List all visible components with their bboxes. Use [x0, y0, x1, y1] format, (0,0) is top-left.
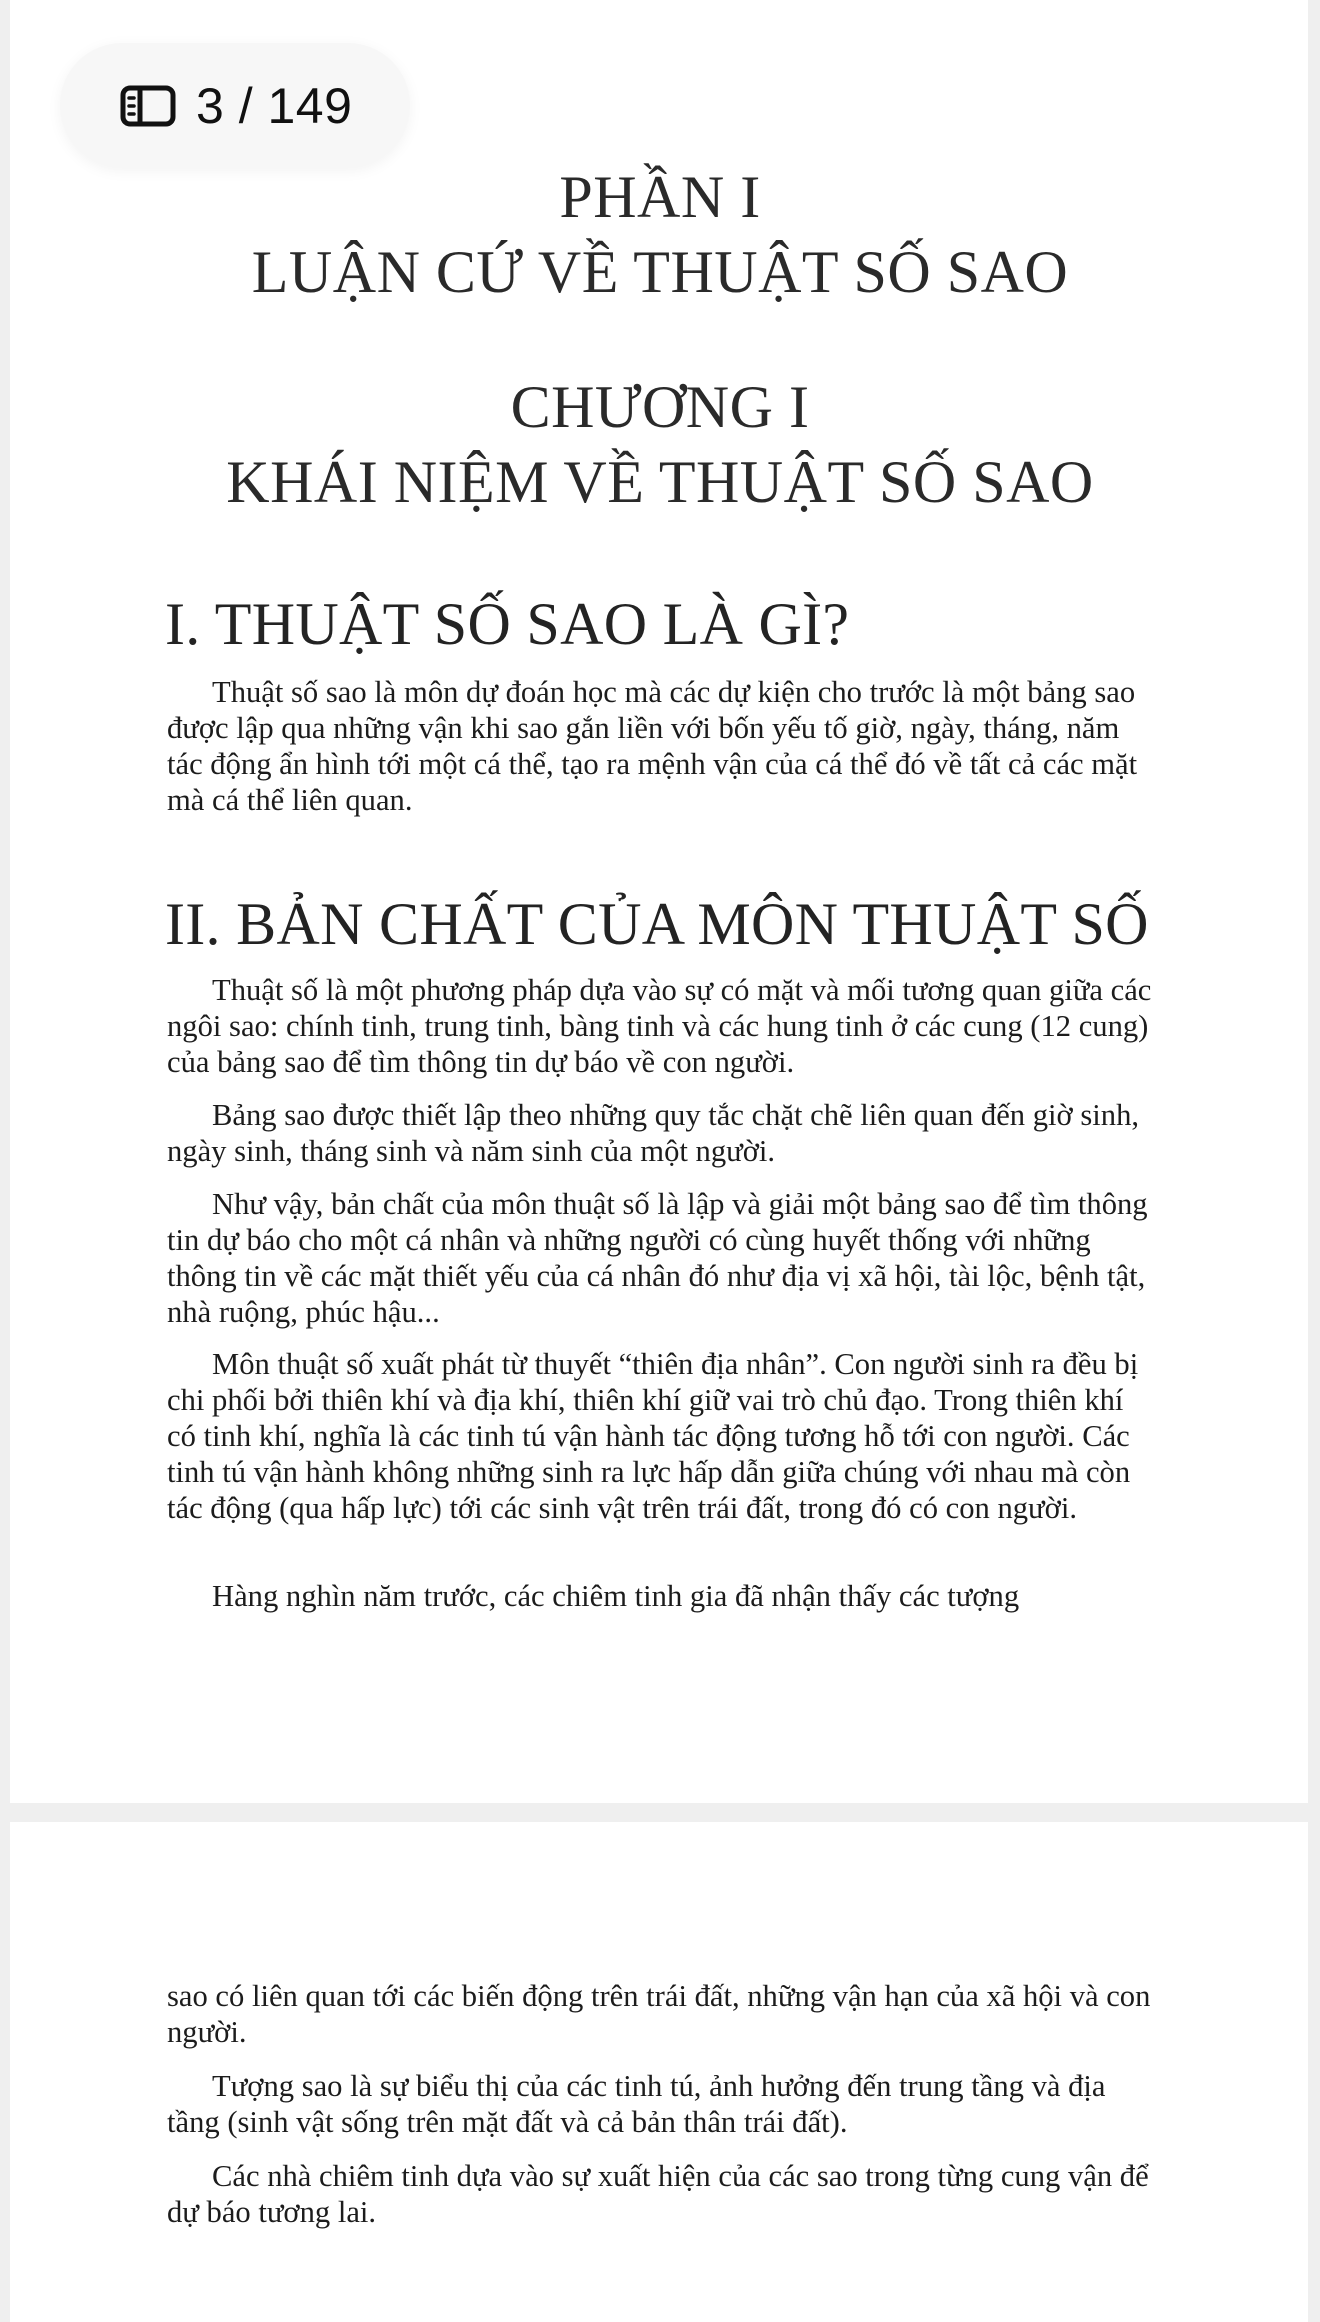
- chapter-subtitle: KHÁI NIỆM VỀ THUẬT SỐ SAO: [226, 449, 1094, 515]
- paragraph: Môn thuật số xuất phát từ thuyết “thiên địa nhân”. Con người sinh ra đều bị chi phối bởi thiên khí và địa khí, thiên khí giữ vai trò chủ đạo. Trong thiên khí có tinh khí, nghĩa là các tinh tú vận hành tác động tương hỗ tới con người. Các tinh tú vận hành không những sinh ra lực hấp dẫn giữa chúng với nhau mà còn tác động (qua hấp lực) tới các sinh vật trên trái đất, trong đó có con người.: [167, 1347, 1139, 1525]
- page-indicator[interactable]: [60, 43, 410, 168]
- section-heading-2: II. BẢN CHẤT CỦA MÔN THUẬT SỐ: [165, 891, 1149, 957]
- paragraph: Tượng sao là sự biểu thị của các tinh tú, ảnh hưởng đến trung tầng và địa tầng (sinh vật sống trên mặt đất và cả bản thân trái đất).: [167, 2069, 1106, 2139]
- paragraph: sao có liên quan tới các biến động trên trái đất, những vận hạn của xã hội và con người.: [167, 1979, 1151, 2049]
- paragraph: Thuật số là một phương pháp dựa vào sự có mặt và mối tương quan giữa các ngôi sao: chính tinh, trung tinh, bàng tinh và các hung tinh ở các cung (12 cung) của bảng sao để tìm thông tin dự báo về con người.: [167, 973, 1152, 1079]
- paragraph: Hàng nghìn năm trước, các chiêm tinh gia đã nhận thấy các tượng: [212, 1579, 1020, 1613]
- part-title: PHẦN I: [559, 164, 761, 230]
- part-subtitle: LUẬN CỨ VỀ THUẬT SỐ SAO: [251, 239, 1069, 305]
- paragraph: Như vậy, bản chất của môn thuật số là lập và giải một bảng sao để tìm thông tin dự báo cho một cá nhân và những người có cùng huyết thống với những thông tin về các mặt thiết yếu của cá nhân đó như địa vị xã hội, tài lộc, bệnh tật, nhà ruộng, phúc hậu...: [167, 1187, 1148, 1329]
- chapter-title: CHƯƠNG I: [510, 374, 810, 440]
- page-separator: /: [224, 77, 268, 134]
- total-pages: 149: [267, 77, 353, 134]
- section-heading-1: I. THUẬT SỐ SAO LÀ GÌ?: [165, 591, 850, 657]
- sidebar-panel-icon: [120, 85, 176, 127]
- paragraph: Bảng sao được thiết lập theo những quy tắc chặt chẽ liên quan đến giờ sinh, ngày sinh, tháng sinh và năm sinh của một người.: [167, 1098, 1140, 1168]
- current-page: 3: [196, 77, 225, 134]
- paragraph: Các nhà chiêm tinh dựa vào sự xuất hiện của các sao trong từng cung vận để dự báo tương lai.: [167, 2159, 1149, 2229]
- paragraph: Thuật số sao là môn dự đoán học mà các dự kiện cho trước là một bảng sao được lập qua những vận khi sao gắn liền với bốn yếu tố giờ, ngày, tháng, năm tác động ẩn hình tới một cá thể, tạo ra mệnh vận của cá thể đó về tất cả các mặt mà cá thể liên quan.: [167, 675, 1138, 817]
- page-count: [196, 77, 352, 135]
